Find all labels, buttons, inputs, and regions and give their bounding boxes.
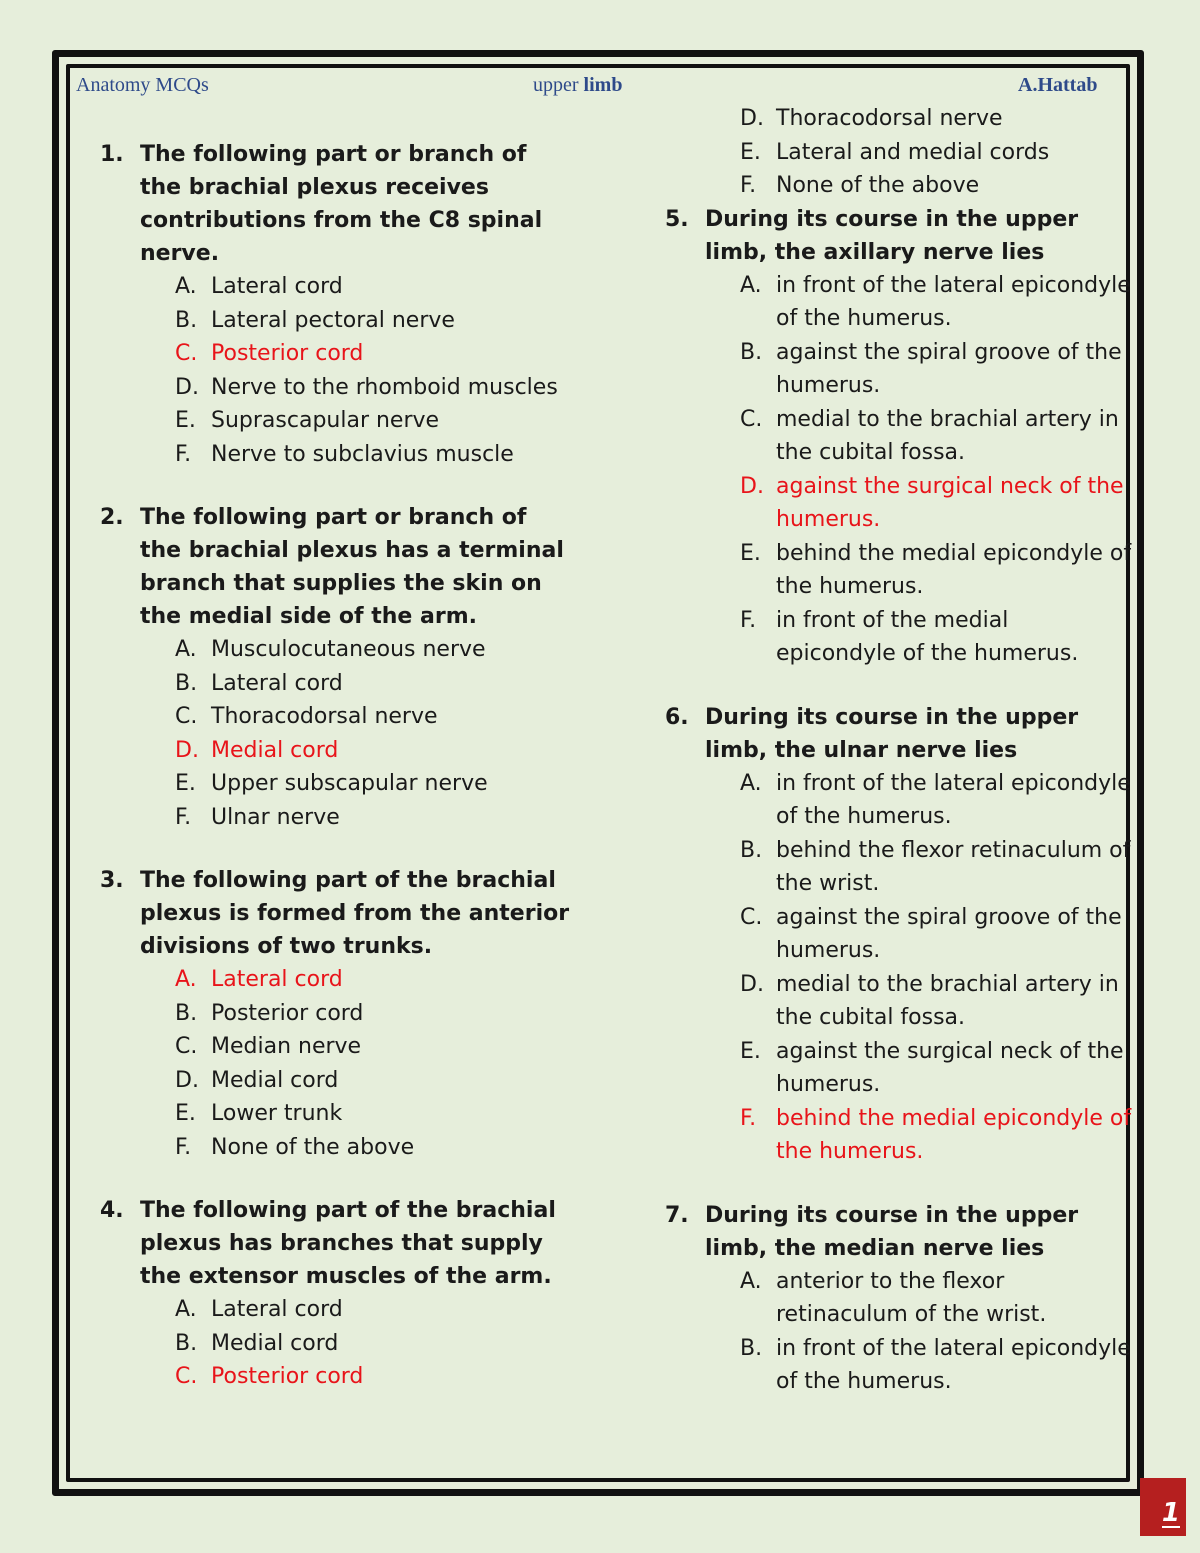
option-text: Posterior cord (211, 1364, 364, 1389)
option-letter: A. (740, 770, 762, 796)
option-text: in front of the lateral epicondyle of the humerus. (776, 770, 1131, 829)
question-number: 7. (665, 1202, 689, 1228)
option (740, 136, 1135, 170)
option-letter: F. (740, 1105, 757, 1131)
option-letter: C. (175, 1034, 198, 1059)
option-letter: B. (175, 670, 198, 696)
option-letter: A. (740, 1268, 762, 1294)
option-text: Upper subscapular nerve (211, 771, 488, 796)
left-column (100, 138, 570, 1424)
option-letter: D. (175, 374, 199, 400)
option-text: Lateral cord (211, 1297, 343, 1322)
option-text: medial to the brachial artery in the cubital fossa. (776, 406, 1119, 465)
option (740, 403, 1135, 470)
option-correct (740, 470, 1135, 537)
option-text: against the spiral groove of the humerus. (776, 904, 1122, 963)
question-number: 6. (665, 704, 689, 730)
option (740, 269, 1135, 336)
option-letter: D. (740, 473, 764, 499)
option (175, 438, 570, 472)
option-letter: B. (175, 1000, 198, 1026)
option-text: Posterior cord (211, 341, 364, 366)
option-text: None of the above (776, 173, 980, 198)
option-letter: E. (175, 408, 196, 433)
option-text: Ulnar nerve (211, 804, 340, 830)
option-letter: D. (740, 106, 764, 131)
option-letter: B. (740, 837, 763, 863)
option-correct (175, 337, 570, 371)
question-1 (100, 138, 570, 471)
option-text: Thoracodorsal nerve (776, 106, 1003, 131)
question-5 (665, 203, 1135, 671)
option (740, 336, 1135, 403)
header-author: A.Hattab (1018, 74, 1098, 96)
option-text: Nerve to subclavius muscle (211, 441, 514, 467)
option (740, 834, 1135, 901)
option (175, 700, 570, 734)
option-letter: A. (175, 637, 197, 662)
option (740, 1332, 1135, 1399)
option-text: behind the flexor retinaculum of the wrist. (776, 837, 1131, 896)
option-letter: B. (740, 1335, 763, 1361)
option (175, 371, 570, 405)
option-text: in front of the lateral epicondyle of the humerus. (776, 1335, 1131, 1394)
option-text: in front of the lateral epicondyle of the humerus. (776, 272, 1131, 331)
question-stem: The following part of the brachial plexus has branches that supply the extensor muscles of the arm. (140, 1198, 556, 1289)
option (175, 1131, 570, 1165)
question-number: 4. (100, 1198, 124, 1223)
question-number: 1. (100, 142, 124, 167)
page-number-badge (1140, 1478, 1186, 1536)
option-text: Lateral and medial cords (776, 139, 1050, 165)
option-correct (175, 1360, 570, 1394)
option (175, 304, 570, 338)
option-letter: D. (740, 971, 764, 997)
option-letter: E. (175, 771, 196, 796)
question-4 (100, 1194, 570, 1394)
option-text: Musculocutaneous nerve (211, 637, 486, 662)
question-stem: During its course in the upper limb, the ulnar nerve lies (705, 704, 1079, 763)
option-letter: F. (175, 804, 192, 830)
option-letter: C. (175, 341, 198, 366)
option-letter: F. (175, 441, 192, 467)
option-letter: E. (740, 1038, 761, 1064)
option-letter: C. (175, 704, 198, 729)
option (175, 1097, 570, 1131)
option-text: None of the above (211, 1134, 415, 1160)
question-2 (100, 501, 570, 834)
question-3 (100, 864, 570, 1164)
option-letter: A. (740, 272, 762, 298)
option (740, 604, 1135, 671)
option-letter: F. (740, 607, 757, 633)
header-subject: Anatomy MCQs (76, 74, 209, 96)
option (740, 1035, 1135, 1102)
option-text: behind the medial epicondyle of the humerus. (776, 1105, 1132, 1164)
option-letter: A. (175, 274, 197, 299)
option (740, 169, 1135, 203)
option-text: Lateral cord (211, 670, 343, 696)
option (175, 1327, 570, 1361)
option-correct (175, 734, 570, 768)
question-4-continued (665, 102, 1135, 203)
option (175, 270, 570, 304)
option-text: Thoracodorsal nerve (211, 704, 438, 729)
option (740, 968, 1135, 1035)
question-stem: The following part of the brachial plexus is formed from the anterior divisions of two trunks. (140, 868, 570, 959)
option-letter: D. (175, 737, 199, 763)
option-text: Lower trunk (211, 1101, 343, 1126)
option-correct (175, 963, 570, 997)
question-stem: During its course in the upper limb, the median nerve lies (705, 1202, 1079, 1261)
question-stem: The following part or branch of the brachial plexus receives contributions from the C8 spinal nerve. (140, 142, 543, 266)
option-text: Suprascapular nerve (211, 408, 440, 433)
option-letter: A. (175, 1297, 197, 1322)
option-letter: B. (175, 307, 198, 333)
option-letter: C. (175, 1364, 198, 1389)
option-text: Lateral cord (211, 274, 343, 299)
option-text: Medial cord (211, 1330, 339, 1356)
option-letter: A. (175, 967, 197, 992)
question-number: 5. (665, 206, 689, 232)
option-letter: E. (740, 139, 761, 165)
question-number: 3. (100, 868, 124, 893)
option-text: Lateral pectoral nerve (211, 307, 455, 333)
option-text: against the spiral groove of the humerus. (776, 339, 1122, 398)
option-letter: F. (740, 173, 757, 198)
option-letter: D. (175, 1067, 199, 1093)
option (175, 1064, 570, 1098)
option-letter: E. (740, 540, 761, 566)
question-6 (665, 701, 1135, 1169)
page-number: 1 (1161, 1498, 1180, 1528)
option-text: Nerve to the rhomboid muscles (211, 374, 558, 400)
question-number: 2. (100, 505, 124, 530)
option (740, 1265, 1135, 1332)
option-correct (740, 1102, 1135, 1169)
option-text: Medial cord (211, 737, 339, 763)
option (740, 767, 1135, 834)
option (175, 1030, 570, 1064)
option (175, 667, 570, 701)
option-text: against the surgical neck of the humerus. (776, 473, 1124, 532)
option (175, 997, 570, 1031)
header-topic (533, 74, 622, 97)
option-text: against the surgical neck of the humerus. (776, 1038, 1124, 1097)
header-topic-plain: upper (533, 74, 584, 96)
option (175, 633, 570, 667)
question-stem: The following part or branch of the brachial plexus has a terminal branch that supplies the skin on the medial side of the arm. (140, 505, 564, 629)
option-text: medial to the brachial artery in the cubital fossa. (776, 971, 1119, 1030)
option-letter: B. (740, 339, 763, 365)
option-text: Lateral cord (211, 967, 343, 992)
question-stem: During its course in the upper limb, the axillary nerve lies (705, 206, 1079, 265)
option (175, 1293, 570, 1327)
option (740, 901, 1135, 968)
header-topic-bold: limb (583, 74, 623, 96)
option (175, 801, 570, 835)
option-text: anterior to the flexor retinaculum of the wrist. (776, 1268, 1047, 1327)
option-letter: C. (740, 406, 763, 432)
option-text: Median nerve (211, 1034, 362, 1059)
right-column (665, 102, 1135, 1429)
option-text: Posterior cord (211, 1000, 364, 1026)
option-letter: C. (740, 904, 763, 930)
option-text: Medial cord (211, 1067, 339, 1093)
option-text: behind the medial epicondyle of the humerus. (776, 540, 1132, 599)
option (740, 537, 1135, 604)
option (740, 102, 1135, 136)
question-7 (665, 1199, 1135, 1399)
option-letter: B. (175, 1330, 198, 1356)
option-letter: F. (175, 1134, 192, 1160)
option (175, 767, 570, 801)
option-text: in front of the medial epicondyle of the humerus. (776, 607, 1079, 666)
option (175, 404, 570, 438)
option-letter: E. (175, 1101, 196, 1126)
